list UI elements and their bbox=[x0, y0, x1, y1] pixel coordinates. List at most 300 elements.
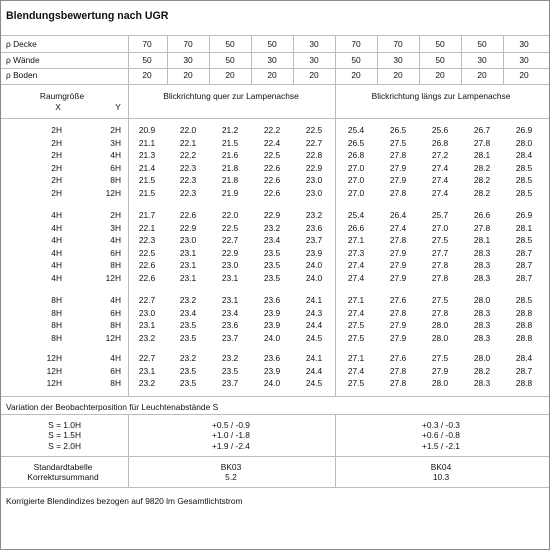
ugr-value: 23.6 bbox=[263, 353, 281, 363]
correction-along: 10.3 bbox=[432, 472, 450, 482]
reflectance-value: 20 bbox=[142, 70, 152, 80]
ugr-value: 27.9 bbox=[389, 273, 407, 283]
ugr-value: 27.8 bbox=[389, 235, 407, 246]
ugr-value: 24.0 bbox=[305, 273, 323, 283]
ugr-value: 22.6 bbox=[138, 260, 156, 271]
ugr-value: 22.9 bbox=[179, 222, 197, 233]
reflectance-value: 20 bbox=[225, 70, 235, 80]
ugr-value: 27.4 bbox=[347, 273, 365, 283]
ugr-value: 23.2 bbox=[221, 353, 239, 363]
ugr-value: 23.1 bbox=[138, 320, 156, 331]
room-y-value: 4H bbox=[110, 353, 121, 363]
reflectance-value: 30 bbox=[183, 55, 193, 65]
ugr-value: 21.5 bbox=[221, 137, 239, 148]
reflectance-row-divider bbox=[1, 68, 549, 69]
reflectance-value: 50 bbox=[477, 39, 487, 49]
ugr-value: 27.9 bbox=[389, 175, 407, 186]
ugr-value: 24.0 bbox=[263, 378, 281, 389]
ugr-value: 22.1 bbox=[179, 137, 197, 148]
ugr-value: 26.5 bbox=[347, 137, 365, 148]
ugr-value: 27.3 bbox=[347, 247, 365, 258]
ugr-value: 22.7 bbox=[221, 235, 239, 246]
ugr-value: 28.5 bbox=[515, 188, 533, 198]
ugr-value: 26.6 bbox=[473, 210, 491, 220]
standard-table-along: BK04 bbox=[430, 462, 452, 472]
ugr-value: 23.6 bbox=[263, 295, 281, 305]
header-x: X bbox=[55, 102, 61, 112]
ugr-value: 23.5 bbox=[179, 320, 197, 331]
ugr-value: 27.0 bbox=[347, 175, 365, 186]
variation-cross-value: +1.9 / -2.4 bbox=[212, 441, 250, 451]
column-divider bbox=[167, 35, 168, 84]
room-x-value: 4H bbox=[51, 222, 62, 233]
ugr-value: 27.9 bbox=[389, 260, 407, 271]
column-divider bbox=[209, 35, 210, 84]
ugr-value: 28.4 bbox=[515, 150, 533, 161]
ugr-value: 24.1 bbox=[305, 353, 323, 363]
ugr-value: 25.6 bbox=[431, 125, 449, 135]
room-y-value: 12H bbox=[105, 273, 121, 283]
reflectance-value: 70 bbox=[183, 39, 193, 49]
variation-along-value: +1.5 / -2.1 bbox=[422, 441, 460, 451]
ugr-value: 28.3 bbox=[473, 273, 491, 283]
room-x-value: 2H bbox=[51, 188, 62, 198]
ugr-value: 27.5 bbox=[431, 295, 449, 305]
ugr-value: 26.6 bbox=[347, 222, 365, 233]
room-x-value: 8H bbox=[51, 295, 62, 305]
ugr-value: 26.8 bbox=[431, 137, 449, 148]
ugr-value: 23.0 bbox=[179, 235, 197, 246]
ugr-value: 22.9 bbox=[221, 247, 239, 258]
ugr-value: 23.2 bbox=[138, 332, 156, 343]
ugr-value: 28.2 bbox=[473, 188, 491, 198]
room-y-value: 6H bbox=[110, 162, 121, 173]
reflectance-value: 50 bbox=[435, 39, 445, 49]
room-x-value: 2H bbox=[51, 175, 62, 186]
ugr-value: 27.1 bbox=[347, 295, 365, 305]
reflectance-value: 20 bbox=[183, 70, 193, 80]
room-x-value: 8H bbox=[51, 320, 62, 331]
ugr-value: 23.1 bbox=[179, 273, 197, 283]
ugr-value: 27.6 bbox=[389, 353, 407, 363]
reflectance-value: 50 bbox=[351, 55, 361, 65]
correction-cross: 5.2 bbox=[225, 472, 237, 482]
reflectance-value: 30 bbox=[519, 55, 529, 65]
ugr-value: 28.4 bbox=[515, 353, 533, 363]
ugr-value: 23.2 bbox=[179, 353, 197, 363]
reflectance-divider bbox=[1, 84, 549, 85]
ugr-value: 23.2 bbox=[305, 210, 323, 220]
ugr-value: 28.2 bbox=[473, 162, 491, 173]
ugr-value: 28.0 bbox=[515, 137, 533, 148]
ugr-value: 24.5 bbox=[305, 378, 323, 389]
ugr-value: 22.9 bbox=[263, 210, 281, 220]
ugr-value: 27.4 bbox=[347, 260, 365, 271]
column-divider bbox=[335, 35, 336, 396]
ugr-value: 23.0 bbox=[221, 260, 239, 271]
ugr-value: 27.9 bbox=[431, 365, 449, 376]
ugr-value: 22.2 bbox=[179, 150, 197, 161]
ugr-value: 27.8 bbox=[389, 378, 407, 389]
header-along-direction: Blickrichtung längs zur Lampenachse bbox=[371, 91, 511, 101]
reflectance-value: 30 bbox=[309, 39, 319, 49]
ugr-value: 28.5 bbox=[515, 295, 533, 305]
column-divider bbox=[128, 35, 129, 396]
ugr-value: 23.7 bbox=[305, 235, 323, 246]
spacing-label: S = 1.0H bbox=[48, 420, 81, 430]
reflectance-label: ρ Boden bbox=[6, 70, 38, 80]
ugr-value: 24.4 bbox=[305, 320, 323, 331]
reflectance-value: 20 bbox=[267, 70, 277, 80]
ugr-value: 25.4 bbox=[347, 125, 365, 135]
ugr-value: 27.1 bbox=[347, 235, 365, 246]
ugr-value: 27.2 bbox=[431, 150, 449, 161]
ugr-value: 24.5 bbox=[305, 332, 323, 343]
ugr-value: 21.4 bbox=[138, 162, 156, 173]
ugr-value: 26.5 bbox=[389, 125, 407, 135]
column-divider bbox=[503, 35, 504, 84]
ugr-value: 22.3 bbox=[138, 235, 156, 246]
footer-note: Korrigierte Blendindizes bezogen auf 9820 lm Gesamtlichtstrom bbox=[6, 496, 243, 506]
reflectance-value: 20 bbox=[519, 70, 529, 80]
ugr-value: 28.7 bbox=[515, 365, 533, 376]
standard-table-cross: BK03 bbox=[220, 462, 242, 472]
room-y-value: 6H bbox=[110, 307, 121, 318]
ugr-value: 22.5 bbox=[221, 222, 239, 233]
variation-heading: Variation der Beobachterposition für Leuchtenabstände S bbox=[6, 402, 219, 412]
ugr-value: 24.1 bbox=[305, 295, 323, 305]
variation-along-value: +0.6 / -0.8 bbox=[422, 430, 460, 440]
reflectance-label: ρ Decke bbox=[6, 39, 37, 49]
ugr-value: 27.4 bbox=[389, 222, 407, 233]
reflectance-value: 70 bbox=[393, 39, 403, 49]
reflectance-value: 50 bbox=[225, 39, 235, 49]
room-y-value: 8H bbox=[110, 378, 121, 389]
ugr-value: 23.9 bbox=[305, 247, 323, 258]
ugr-value: 22.5 bbox=[305, 125, 323, 135]
room-y-value: 8H bbox=[110, 175, 121, 186]
ugr-value: 28.1 bbox=[515, 222, 533, 233]
ugr-value: 23.7 bbox=[221, 378, 239, 389]
ugr-value: 22.7 bbox=[305, 137, 323, 148]
ugr-value: 23.5 bbox=[263, 273, 281, 283]
ugr-value: 27.4 bbox=[431, 162, 449, 173]
ugr-value: 22.5 bbox=[138, 247, 156, 258]
ugr-value: 23.2 bbox=[263, 222, 281, 233]
room-x-value: 2H bbox=[51, 150, 62, 161]
ugr-value: 28.5 bbox=[515, 235, 533, 246]
header-y: Y bbox=[115, 102, 121, 112]
ugr-value: 23.9 bbox=[263, 365, 281, 376]
room-y-value: 6H bbox=[110, 247, 121, 258]
ugr-value: 28.2 bbox=[473, 365, 491, 376]
ugr-value: 27.5 bbox=[347, 320, 365, 331]
reflectance-value: 20 bbox=[351, 70, 361, 80]
ugr-value: 27.4 bbox=[347, 307, 365, 318]
ugr-value: 22.4 bbox=[263, 137, 281, 148]
ugr-value: 27.8 bbox=[431, 260, 449, 271]
room-y-value: 8H bbox=[110, 260, 121, 271]
ugr-value: 28.3 bbox=[473, 247, 491, 258]
correction-label: Korrektursummand bbox=[27, 472, 99, 482]
variation-cross-value: +1.0 / -1.8 bbox=[212, 430, 250, 440]
ugr-value: 21.5 bbox=[138, 188, 156, 198]
ugr-value: 28.5 bbox=[515, 175, 533, 186]
ugr-value: 22.2 bbox=[263, 125, 281, 135]
ugr-value: 28.3 bbox=[473, 332, 491, 343]
column-divider bbox=[335, 414, 336, 487]
ugr-value: 28.3 bbox=[473, 320, 491, 331]
ugr-value: 23.5 bbox=[179, 365, 197, 376]
reflectance-value: 20 bbox=[477, 70, 487, 80]
ugr-value: 27.5 bbox=[389, 137, 407, 148]
ugr-value: 27.8 bbox=[431, 307, 449, 318]
reflectance-value: 20 bbox=[435, 70, 445, 80]
ugr-value: 27.0 bbox=[431, 222, 449, 233]
ugr-value: 26.7 bbox=[473, 125, 491, 135]
ugr-value: 27.0 bbox=[347, 162, 365, 173]
room-y-value: 12H bbox=[105, 332, 121, 343]
ugr-value: 23.5 bbox=[179, 332, 197, 343]
reflectance-value: 20 bbox=[393, 70, 403, 80]
ugr-value: 28.3 bbox=[473, 307, 491, 318]
ugr-value: 23.2 bbox=[138, 378, 156, 389]
ugr-value: 28.5 bbox=[515, 162, 533, 173]
reflectance-value: 50 bbox=[225, 55, 235, 65]
ugr-value: 28.1 bbox=[473, 150, 491, 161]
reflectance-value: 30 bbox=[309, 55, 319, 65]
spacing-label: S = 2.0H bbox=[48, 441, 81, 451]
ugr-value: 23.7 bbox=[221, 332, 239, 343]
ugr-value: 28.8 bbox=[515, 378, 533, 389]
ugr-value: 27.4 bbox=[347, 365, 365, 376]
room-x-value: 4H bbox=[51, 247, 62, 258]
ugr-value: 27.9 bbox=[389, 320, 407, 331]
ugr-value: 22.3 bbox=[179, 175, 197, 186]
ugr-value: 27.6 bbox=[389, 295, 407, 305]
ugr-value: 28.8 bbox=[515, 307, 533, 318]
ugr-value: 23.2 bbox=[179, 295, 197, 305]
title-divider bbox=[1, 35, 549, 36]
ugr-value: 22.1 bbox=[138, 222, 156, 233]
ugr-value: 23.0 bbox=[138, 307, 156, 318]
ugr-value: 26.9 bbox=[515, 210, 533, 220]
ugr-value: 23.0 bbox=[305, 175, 323, 186]
reflectance-value: 70 bbox=[142, 39, 152, 49]
ugr-value: 28.8 bbox=[515, 332, 533, 343]
ugr-value: 28.3 bbox=[473, 378, 491, 389]
header-cross-direction: Blickrichtung quer zur Lampenachse bbox=[163, 91, 299, 101]
ugr-value: 22.7 bbox=[138, 295, 156, 305]
ugr-value: 28.0 bbox=[473, 295, 491, 305]
ugr-value: 27.8 bbox=[389, 150, 407, 161]
reflectance-value: 30 bbox=[477, 55, 487, 65]
ugr-value: 27.8 bbox=[389, 365, 407, 376]
ugr-value: 23.0 bbox=[305, 188, 323, 198]
ugr-value: 23.5 bbox=[263, 247, 281, 258]
ugr-value: 27.8 bbox=[473, 137, 491, 148]
ugr-value: 28.2 bbox=[473, 175, 491, 186]
column-divider bbox=[419, 35, 420, 84]
room-x-value: 8H bbox=[51, 307, 62, 318]
room-y-value: 2H bbox=[110, 210, 121, 220]
ugr-value: 21.8 bbox=[221, 162, 239, 173]
ugr-value: 21.6 bbox=[221, 150, 239, 161]
reflectance-value: 30 bbox=[519, 39, 529, 49]
room-x-value: 12H bbox=[46, 365, 62, 376]
ugr-value: 22.3 bbox=[179, 188, 197, 198]
ugr-value: 23.1 bbox=[179, 247, 197, 258]
ugr-value: 24.0 bbox=[305, 260, 323, 271]
ugr-value: 22.6 bbox=[263, 175, 281, 186]
page-title: Blendungsbewertung nach UGR bbox=[6, 10, 169, 22]
room-y-value: 2H bbox=[110, 125, 121, 135]
reflectance-value: 50 bbox=[142, 55, 152, 65]
ugr-value: 21.5 bbox=[138, 175, 156, 186]
ugr-value: 23.4 bbox=[221, 307, 239, 318]
variation-heading-divider bbox=[1, 414, 549, 415]
ugr-value: 21.8 bbox=[221, 175, 239, 186]
ugr-value: 21.9 bbox=[221, 188, 239, 198]
reflectance-label: ρ Wände bbox=[6, 55, 40, 65]
room-x-value: 2H bbox=[51, 162, 62, 173]
room-x-value: 8H bbox=[51, 332, 62, 343]
ugr-value: 28.7 bbox=[515, 260, 533, 271]
room-x-value: 4H bbox=[51, 210, 62, 220]
ugr-value: 27.5 bbox=[347, 378, 365, 389]
ugr-value: 28.8 bbox=[515, 320, 533, 331]
ugr-value: 27.5 bbox=[431, 235, 449, 246]
ugr-value: 27.8 bbox=[473, 222, 491, 233]
room-y-value: 3H bbox=[110, 222, 121, 233]
ugr-value: 27.0 bbox=[347, 188, 365, 198]
ugr-value: 21.2 bbox=[221, 125, 239, 135]
ugr-value: 23.5 bbox=[221, 365, 239, 376]
ugr-value: 27.5 bbox=[347, 332, 365, 343]
header-room-size: Raumgröße bbox=[39, 91, 85, 101]
variation-cross-value: +0.5 / -0.9 bbox=[212, 420, 250, 430]
ugr-value: 23.1 bbox=[221, 295, 239, 305]
ugr-value: 22.6 bbox=[179, 210, 197, 220]
ugr-value: 28.3 bbox=[473, 260, 491, 271]
reflectance-value: 50 bbox=[267, 39, 277, 49]
ugr-value: 27.4 bbox=[431, 175, 449, 186]
ugr-value: 24.3 bbox=[305, 307, 323, 318]
column-divider bbox=[461, 35, 462, 84]
standard-table-label: Standardtabelle bbox=[33, 462, 93, 472]
column-divider bbox=[128, 414, 129, 487]
ugr-value: 24.0 bbox=[263, 332, 281, 343]
ugr-value: 22.0 bbox=[179, 125, 197, 135]
ugr-value: 22.0 bbox=[221, 210, 239, 220]
ugr-value: 28.0 bbox=[473, 353, 491, 363]
room-x-value: 2H bbox=[51, 137, 62, 148]
ugr-value: 24.4 bbox=[305, 365, 323, 376]
ugr-value: 28.1 bbox=[473, 235, 491, 246]
ugr-value: 22.5 bbox=[263, 150, 281, 161]
ugr-value: 26.4 bbox=[389, 210, 407, 220]
room-x-value: 2H bbox=[51, 125, 62, 135]
ugr-value: 27.9 bbox=[389, 162, 407, 173]
ugr-value: 21.3 bbox=[138, 150, 156, 161]
column-divider bbox=[251, 35, 252, 84]
ugr-value: 23.9 bbox=[263, 307, 281, 318]
ugr-value: 28.7 bbox=[515, 273, 533, 283]
variation-end-divider bbox=[1, 456, 549, 457]
ugr-value: 28.0 bbox=[431, 332, 449, 343]
variation-divider bbox=[1, 396, 549, 397]
room-y-value: 3H bbox=[110, 137, 121, 148]
ugr-value: 25.4 bbox=[347, 210, 365, 220]
ugr-value: 22.7 bbox=[138, 353, 156, 363]
room-y-value: 4H bbox=[110, 235, 121, 246]
room-x-value: 4H bbox=[51, 235, 62, 246]
ugr-value: 27.9 bbox=[389, 332, 407, 343]
header-divider bbox=[1, 118, 549, 119]
ugr-value: 27.5 bbox=[431, 353, 449, 363]
ugr-value: 28.7 bbox=[515, 247, 533, 258]
ugr-value: 23.1 bbox=[138, 365, 156, 376]
standard-divider bbox=[1, 487, 549, 488]
ugr-value: 23.9 bbox=[263, 320, 281, 331]
reflectance-value: 70 bbox=[351, 39, 361, 49]
room-x-value: 12H bbox=[46, 353, 62, 363]
ugr-value: 23.6 bbox=[305, 222, 323, 233]
ugr-value: 26.8 bbox=[347, 150, 365, 161]
ugr-value: 23.5 bbox=[179, 378, 197, 389]
ugr-value: 22.3 bbox=[179, 162, 197, 173]
room-y-value: 4H bbox=[110, 295, 121, 305]
column-divider bbox=[293, 35, 294, 84]
room-y-value: 6H bbox=[110, 365, 121, 376]
room-y-value: 4H bbox=[110, 150, 121, 161]
room-y-value: 8H bbox=[110, 320, 121, 331]
ugr-value: 27.8 bbox=[431, 273, 449, 283]
ugr-value: 25.7 bbox=[431, 210, 449, 220]
reflectance-value: 20 bbox=[309, 70, 319, 80]
reflectance-row-divider bbox=[1, 52, 549, 53]
ugr-value: 26.9 bbox=[515, 125, 533, 135]
ugr-value: 28.0 bbox=[431, 378, 449, 389]
ugr-value: 22.6 bbox=[138, 273, 156, 283]
ugr-value: 27.9 bbox=[389, 247, 407, 258]
room-y-value: 12H bbox=[105, 188, 121, 198]
room-x-value: 12H bbox=[46, 378, 62, 389]
ugr-value: 21.7 bbox=[138, 210, 156, 220]
ugr-value: 27.1 bbox=[347, 353, 365, 363]
column-divider bbox=[377, 35, 378, 84]
spacing-label: S = 1.5H bbox=[48, 430, 81, 440]
reflectance-value: 50 bbox=[435, 55, 445, 65]
ugr-value: 22.6 bbox=[263, 162, 281, 173]
room-x-value: 4H bbox=[51, 260, 62, 271]
ugr-value: 28.0 bbox=[431, 320, 449, 331]
ugr-value: 23.1 bbox=[179, 260, 197, 271]
ugr-value: 23.4 bbox=[263, 235, 281, 246]
room-x-value: 4H bbox=[51, 273, 62, 283]
ugr-value: 22.6 bbox=[263, 188, 281, 198]
ugr-value: 20.9 bbox=[138, 125, 156, 135]
ugr-value: 22.9 bbox=[305, 162, 323, 173]
ugr-value: 23.5 bbox=[263, 260, 281, 271]
ugr-value: 23.4 bbox=[179, 307, 197, 318]
ugr-value: 21.1 bbox=[138, 137, 156, 148]
ugr-value: 27.4 bbox=[431, 188, 449, 198]
variation-along-value: +0.3 / -0.3 bbox=[422, 420, 460, 430]
ugr-value: 22.8 bbox=[305, 150, 323, 161]
ugr-value: 27.8 bbox=[389, 307, 407, 318]
reflectance-value: 30 bbox=[393, 55, 403, 65]
